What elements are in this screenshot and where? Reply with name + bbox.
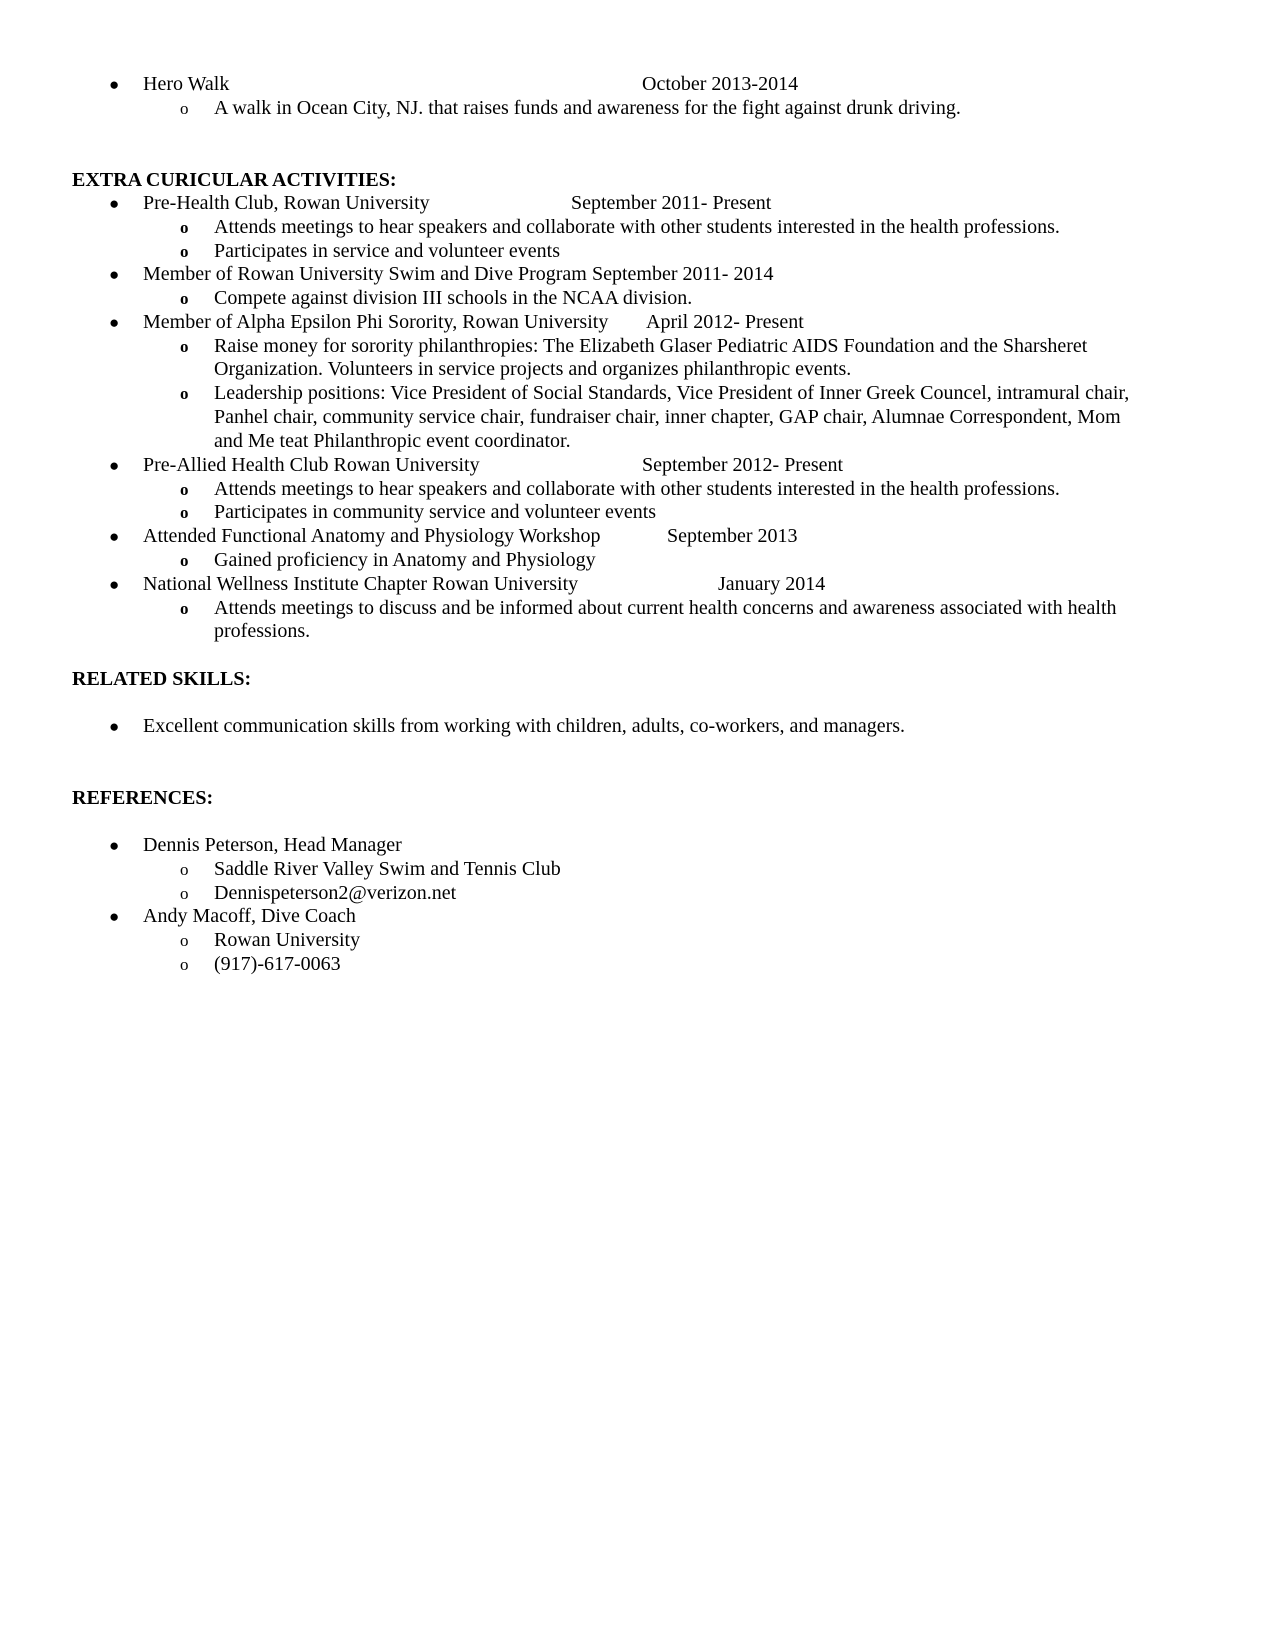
list-bullet: ●: [109, 456, 120, 475]
activity-detail: Attends meetings to hear speakers and collaborate with other students interested in the health professions.: [214, 478, 1060, 500]
list-bullet: ●: [109, 575, 120, 594]
skill-item: Excellent communication skills from working with children, adults, co-workers, and managers.: [143, 715, 906, 737]
activity-title: Pre-Allied Health Club Rowan University: [143, 454, 480, 476]
activity-detail: Compete against division III schools in the NCAA division.: [214, 287, 693, 309]
sub-bullet: o: [180, 384, 189, 403]
sub-bullet: o: [180, 884, 189, 903]
sub-bullet: o: [180, 242, 189, 261]
activity-date-hero-walk: October 2013-2014: [642, 73, 799, 95]
activity-detail: Attends meetings to discuss and be informed about current health concerns and awareness associated with health: [214, 597, 1117, 619]
activity-detail: Panhel chair, community service chair, fundraiser chair, inner chapter, GAP chair, Alumnae Correspondent, Mom: [214, 406, 1121, 428]
sub-bullet: o: [180, 955, 189, 974]
activity-date: April 2012- Present: [646, 311, 804, 333]
sub-bullet: o: [180, 289, 189, 308]
activity-date: January 2014: [718, 573, 826, 595]
sub-bullet: o: [180, 337, 189, 356]
list-bullet: ●: [109, 717, 120, 736]
activity-date: September 2011- 2014: [592, 263, 774, 285]
reference-name: Dennis Peterson, Head Manager: [143, 834, 402, 856]
section-heading-references: REFERENCES:: [72, 787, 214, 809]
list-bullet: ●: [109, 313, 120, 332]
activity-title: Pre-Health Club, Rowan University: [143, 192, 430, 214]
sub-bullet: o: [180, 218, 189, 237]
reference-detail: Saddle River Valley Swim and Tennis Club: [214, 858, 561, 880]
sub-bullet: o: [180, 860, 189, 879]
sub-bullet: o: [180, 931, 189, 950]
sub-bullet: o: [180, 99, 189, 118]
activity-title: Member of Rowan University Swim and Dive Program: [143, 263, 587, 285]
list-bullet: ●: [109, 527, 120, 546]
activity-detail: and Me teat Philanthropic event coordinator.: [214, 430, 571, 452]
activity-title: National Wellness Institute Chapter Rowan University: [143, 573, 579, 595]
activity-date: September 2012- Present: [642, 454, 844, 476]
activity-detail: Gained proficiency in Anatomy and Physiology: [214, 549, 596, 571]
activity-title: Attended Functional Anatomy and Physiology Workshop: [143, 525, 601, 547]
sub-bullet: o: [180, 480, 189, 499]
list-bullet: ●: [109, 265, 120, 284]
section-heading-extracurricular: EXTRA CURICULAR ACTIVITIES:: [72, 169, 397, 191]
sub-bullet: o: [180, 599, 189, 618]
activity-title: Member of Alpha Epsilon Phi Sorority, Rowan University: [143, 311, 609, 333]
activity-date: September 2011- Present: [571, 192, 772, 214]
activity-detail: professions.: [214, 620, 311, 642]
reference-phone: (917)-617-0063: [214, 953, 341, 975]
list-bullet: ●: [109, 836, 120, 855]
sub-bullet: o: [180, 551, 189, 570]
activity-detail: Organization. Volunteers in service projects and organizes philanthropic events.: [214, 358, 852, 380]
list-bullet: ●: [109, 194, 120, 213]
list-bullet: ●: [109, 75, 120, 94]
activity-detail: Raise money for sorority philanthropies: The Elizabeth Glaser Pediatric AIDS Foundation and the Sharsheret: [214, 335, 1088, 357]
activity-detail: A walk in Ocean City, NJ. that raises funds and awareness for the fight against drunk driving.: [214, 97, 961, 119]
activity-detail: Participates in service and volunteer events: [214, 240, 560, 262]
sub-bullet: o: [180, 503, 189, 522]
reference-email[interactable]: Dennispeterson2@verizon.net: [214, 882, 457, 904]
activity-date: September 2013: [667, 525, 798, 547]
activity-detail: Participates in community service and volunteer events: [214, 501, 657, 523]
reference-detail: Rowan University: [214, 929, 361, 951]
reference-name: Andy Macoff, Dive Coach: [143, 905, 356, 927]
activity-detail: Leadership positions: Vice President of Social Standards, Vice President of Inner Greek Councel, intramural chair,: [214, 382, 1130, 404]
activity-detail: Attends meetings to hear speakers and collaborate with other students interested in the health professions.: [214, 216, 1060, 238]
list-bullet: ●: [109, 907, 120, 926]
section-heading-skills: RELATED SKILLS:: [72, 668, 252, 690]
activity-title-hero-walk: Hero Walk: [143, 73, 230, 95]
